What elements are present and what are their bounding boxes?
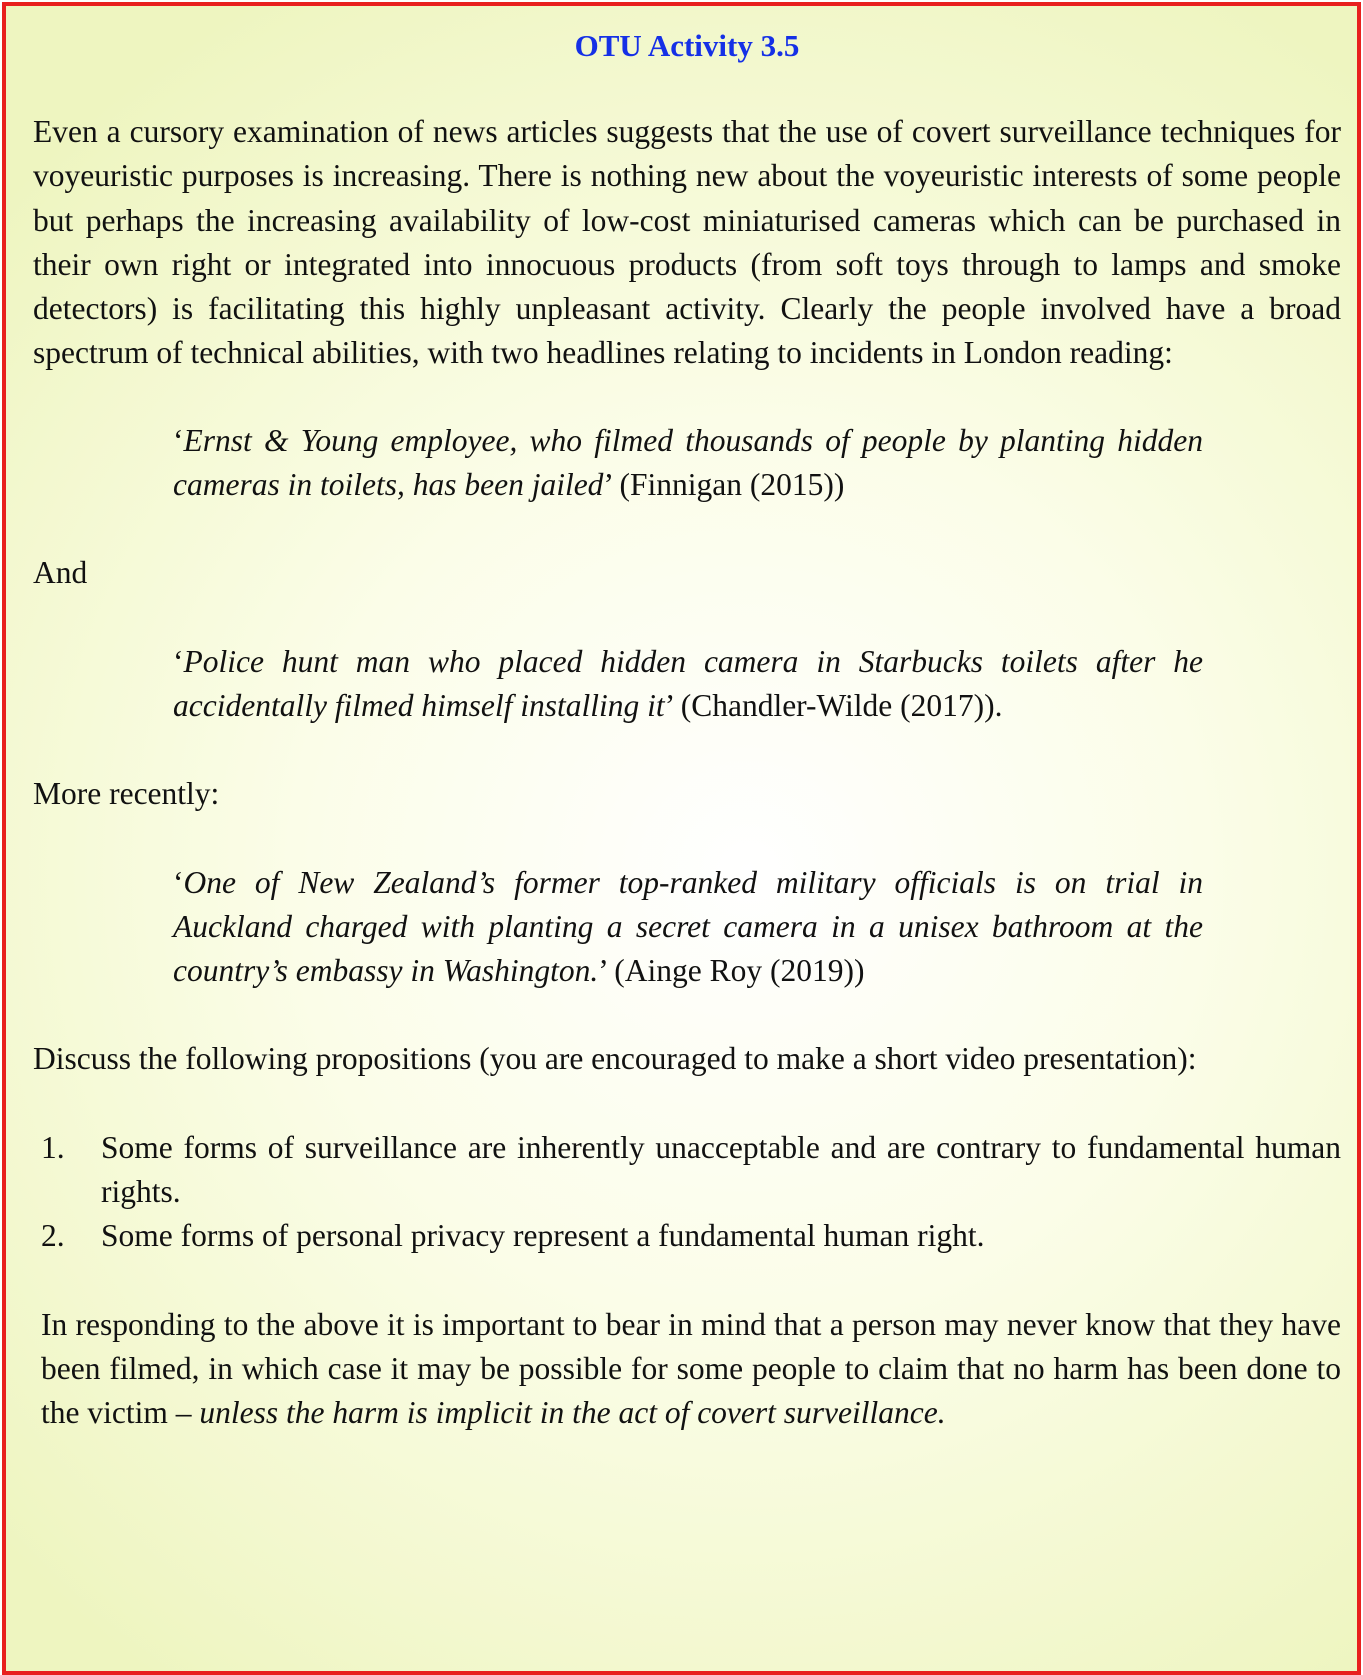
more-recently-label: More recently: [33,776,220,812]
quote-citation: (Finnigan (2015)) [611,467,845,503]
quote-close-mark: ’ [598,953,607,989]
quote-open-mark: ‘ [173,422,184,458]
quote-close-mark: ’ [664,687,673,723]
quote-ainge-roy [173,861,1203,994]
closing-emphasis: unless the harm is implicit in the act of covert surveillance. [199,1395,946,1431]
closing-text: In responding to the above it is important to bear in mind that a person may never know that they have been filmed, in which case it may be possible for some people to claim that no harm has been done to the victim – [41,1306,1341,1431]
quote-text: Police hunt man who placed hidden camera in Starbucks toilets after he accidentally filmed himself installing it [173,643,1203,723]
closing-paragraph [41,1303,1341,1436]
list-number: 2. [41,1218,65,1254]
quote-text: One of New Zealand’s former top-ranked military officials is on trial in Auckland charged with planting a secret camera in a unisex bathroom at the country’s embassy in Washington. [173,864,1203,989]
quote-finnigan [173,419,1203,508]
quote-open-mark: ‘ [173,864,184,900]
intro-paragraph: Even a cursory examination of news articles suggests that the use of covert surveillance techniques for voyeuristic purposes is increasing. There is nothing new about the voyeuristic interests of some people but perhaps the increasing availability of low-cost miniaturised cameras which can be purchased in their own right or integrated into innocuous products (from soft toys through to lamps and smoke detectors) is facilitating this highly unpleasant activity. Clearly the people involved have a broad spectrum of technical abilities, with two headlines relating to incidents in London reading: [33,114,1341,371]
list-number: 1. [41,1129,65,1165]
list-item-text: Some forms of personal privacy represent a fundamental human right. [101,1218,985,1254]
list-item [33,1214,1341,1258]
activity-content [33,24,1341,1436]
and-label: And [33,555,88,591]
list-item-text: Some forms of surveillance are inherently unacceptable and are contrary to fundamental human rights. [101,1129,1341,1210]
discuss-paragraph: Discuss the following propositions (you are encouraged to make a short video presentation): [33,1041,1197,1077]
quote-open-mark: ‘ [173,643,184,679]
quote-citation: (Ainge Roy (2019)) [606,953,865,989]
activity-box [2,2,1361,1675]
propositions-list [33,1126,1341,1259]
quote-close-mark: ’ [603,467,612,503]
quote-chandler-wilde [173,640,1203,729]
list-item [33,1126,1341,1215]
quote-citation: (Chandler-Wilde (2017)). [672,687,1003,723]
activity-title: OTU Activity 3.5 [574,28,800,63]
quote-text: Ernst & Young employee, who filmed thousands of people by planting hidden cameras in toilets, has been jailed [173,422,1203,503]
